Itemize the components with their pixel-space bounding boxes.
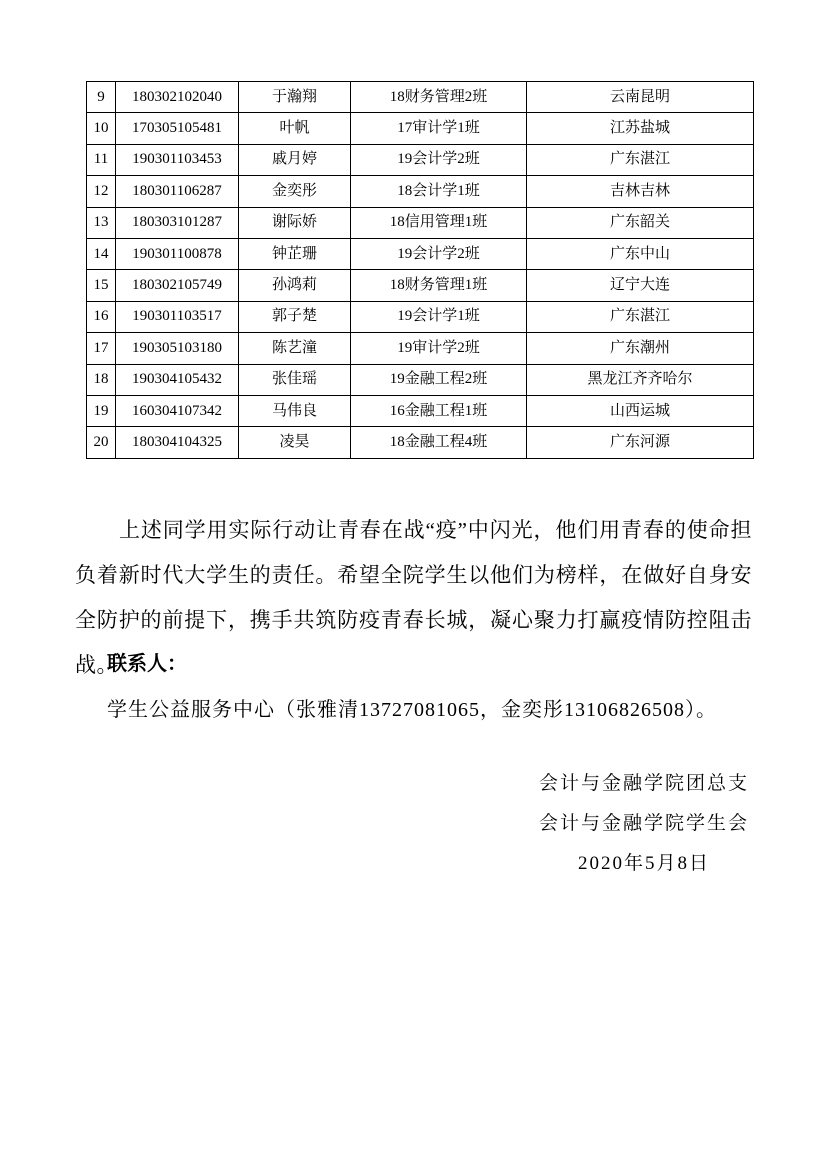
cell-student-id: 160304107342 (116, 395, 239, 426)
cell-name: 马伟良 (239, 395, 351, 426)
signature-block (498, 764, 790, 884)
table-row (87, 270, 754, 301)
table-row (87, 427, 754, 458)
cell-name: 张佳瑶 (239, 364, 351, 395)
cell-hometown: 云南昆明 (527, 82, 754, 113)
cell-hometown: 广东湛江 (527, 144, 754, 175)
table-row (87, 207, 754, 238)
cell-hometown: 江苏盐城 (527, 113, 754, 144)
cell-hometown: 广东湛江 (527, 301, 754, 332)
table-row (87, 395, 754, 426)
table-row (87, 82, 754, 113)
signature-org-1: 会计与金融学院团总支 (538, 773, 749, 794)
cell-student-id: 190304105432 (116, 364, 239, 395)
cell-class-name: 18会计学1班 (351, 176, 527, 207)
contact-label: 联系人： (107, 653, 187, 675)
cell-student-id: 170305105481 (116, 113, 239, 144)
cell-no: 16 (87, 301, 116, 332)
cell-student-id: 190301100878 (116, 238, 239, 269)
cell-name: 于瀚翔 (239, 82, 351, 113)
cell-hometown: 辽宁大连 (527, 270, 754, 301)
student-roster-table (86, 81, 754, 459)
table-row (87, 113, 754, 144)
cell-student-id: 190305103180 (116, 333, 239, 364)
cell-student-id: 180304104325 (116, 427, 239, 458)
table-row (87, 176, 754, 207)
cell-no: 9 (87, 82, 116, 113)
cell-no: 11 (87, 144, 116, 175)
cell-no: 17 (87, 333, 116, 364)
cell-class-name: 19审计学2班 (351, 333, 527, 364)
cell-student-id: 190301103517 (116, 301, 239, 332)
cell-hometown: 广东韶关 (527, 207, 754, 238)
cell-no: 18 (87, 364, 116, 395)
cell-student-id: 190301103453 (116, 144, 239, 175)
cell-hometown: 山西运城 (527, 395, 754, 426)
signature-org-2: 会计与金融学院学生会 (538, 813, 749, 834)
cell-student-id: 180303101287 (116, 207, 239, 238)
table-row (87, 364, 754, 395)
cell-hometown: 广东河源 (527, 427, 754, 458)
cell-no: 14 (87, 238, 116, 269)
cell-name: 戚月婷 (239, 144, 351, 175)
cell-student-id: 180302102040 (116, 82, 239, 113)
cell-name: 孙鸿莉 (239, 270, 351, 301)
table-row (87, 144, 754, 175)
cell-no: 20 (87, 427, 116, 458)
cell-class-name: 18财务管理1班 (351, 270, 527, 301)
cell-hometown: 吉林吉林 (527, 176, 754, 207)
cell-student-id: 180301106287 (116, 176, 239, 207)
table-row (87, 238, 754, 269)
cell-name: 郭子楚 (239, 301, 351, 332)
cell-class-name: 18财务管理2班 (351, 82, 527, 113)
cell-class-name: 18信用管理1班 (351, 207, 527, 238)
cell-class-name: 19会计学2班 (351, 238, 527, 269)
cell-name: 陈艺潼 (239, 333, 351, 364)
cell-hometown: 黑龙江齐齐哈尔 (527, 364, 754, 395)
cell-no: 10 (87, 113, 116, 144)
table-row (87, 333, 754, 364)
cell-class-name: 19会计学2班 (351, 144, 527, 175)
cell-name: 谢际娇 (239, 207, 351, 238)
table-row (87, 301, 754, 332)
cell-class-name: 19会计学1班 (351, 301, 527, 332)
contact-info: 学生公益服务中心（张雅清13727081065，金奕彤13106826508）。 (107, 699, 717, 721)
closing-paragraph: 上述同学用实际行动让青春在战“疫”中闪光，他们用青春的使命担负着新时代大学生的责任。希望全院学生以他们为榜样，在做好自身安全防护的前提下，携手共筑防疫青春长城，凝心聚力打赢疫情防控阻击战。 (75, 518, 752, 677)
cell-name: 金奕彤 (239, 176, 351, 207)
cell-name: 叶帆 (239, 113, 351, 144)
cell-name: 凌昊 (239, 427, 351, 458)
cell-no: 19 (87, 395, 116, 426)
cell-hometown: 广东中山 (527, 238, 754, 269)
cell-hometown: 广东潮州 (527, 333, 754, 364)
signature-date: 2020年5月8日 (577, 853, 710, 874)
student-roster-body (87, 82, 754, 459)
cell-class-name: 18金融工程4班 (351, 427, 527, 458)
cell-class-name: 16金融工程1班 (351, 395, 527, 426)
cell-class-name: 19金融工程2班 (351, 364, 527, 395)
cell-no: 12 (87, 176, 116, 207)
cell-class-name: 17审计学1班 (351, 113, 527, 144)
cell-no: 13 (87, 207, 116, 238)
cell-student-id: 180302105749 (116, 270, 239, 301)
cell-name: 钟芷珊 (239, 238, 351, 269)
cell-no: 15 (87, 270, 116, 301)
